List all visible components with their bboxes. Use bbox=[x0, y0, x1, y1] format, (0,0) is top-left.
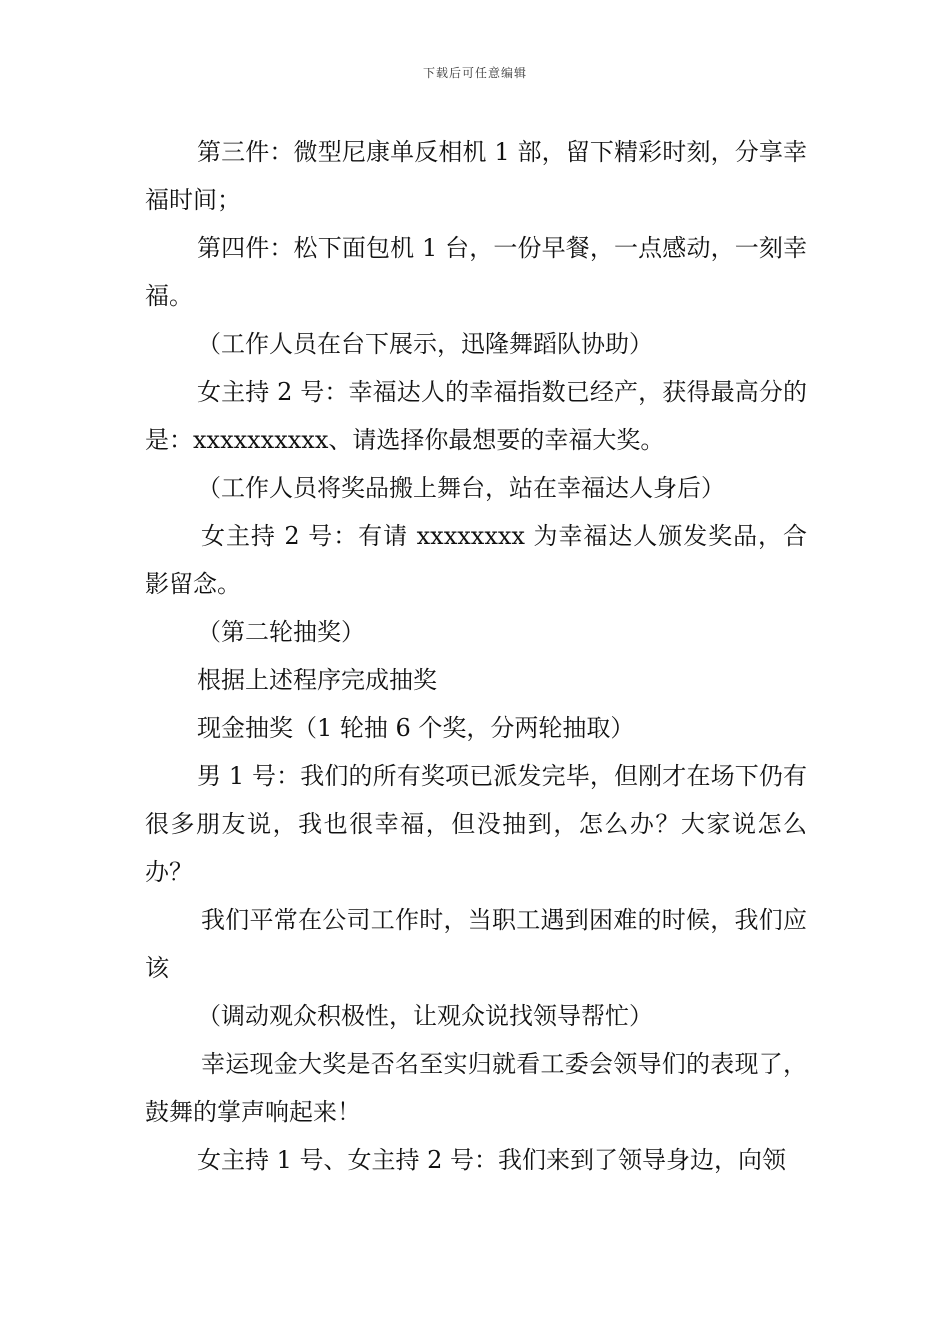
paragraph-company-work: 我们平常在公司工作时，当职工遇到困难的时候，我们应该 bbox=[145, 906, 807, 982]
document-body bbox=[145, 128, 807, 1184]
paragraph-cash-draw: 现金抽奖（1 轮抽 6 个奖，分两轮抽取） bbox=[197, 714, 635, 742]
paragraph-host-2-announce: 女主持 2 号：幸福达人的幸福指数已经产，获得最高分的是：xxxxxxxxxx、请选择你最想要的幸福大奖。 bbox=[145, 378, 807, 454]
paragraph-procedure: 根据上述程序完成抽奖 bbox=[197, 666, 437, 694]
paragraph-hosts-to-leaders: 女主持 1 号、女主持 2 号：我们来到了领导身边，向领 bbox=[197, 1146, 787, 1174]
paragraph-stage-note-1: （工作人员在台下展示，迅隆舞蹈队协助） bbox=[197, 330, 653, 358]
paragraph-prize-3: 第三件：微型尼康单反相机 1 部，留下精彩时刻，分享幸福时间； bbox=[145, 138, 807, 214]
paragraph-second-draw: （第二轮抽奖） bbox=[197, 618, 365, 646]
paragraph-stage-note-3: （调动观众积极性，让观众说找领导帮忙） bbox=[197, 1002, 653, 1030]
paragraph-host-2-award: 女主持 2 号：有请 xxxxxxxx 为幸福达人颁发奖品，合影留念。 bbox=[145, 522, 807, 598]
paragraph-stage-note-2: （工作人员将奖品搬上舞台，站在幸福达人身后） bbox=[197, 474, 725, 502]
header-note: 下载后可任意编辑 bbox=[422, 66, 527, 80]
paragraph-male-host-1: 男 1 号：我们的所有奖项已派发完毕，但刚才在场下仍有很多朋友说，我也很幸福，但没抽到，怎么办？大家说怎么办？ bbox=[145, 762, 807, 886]
paragraph-prize-4: 第四件：松下面包机 1 台，一份早餐，一点感动，一刻幸福。 bbox=[145, 234, 807, 310]
paragraph-cash-prize: 幸运现金大奖是否名至实归就看工委会领导们的表现了，鼓舞的掌声响起来！ bbox=[145, 1050, 807, 1126]
